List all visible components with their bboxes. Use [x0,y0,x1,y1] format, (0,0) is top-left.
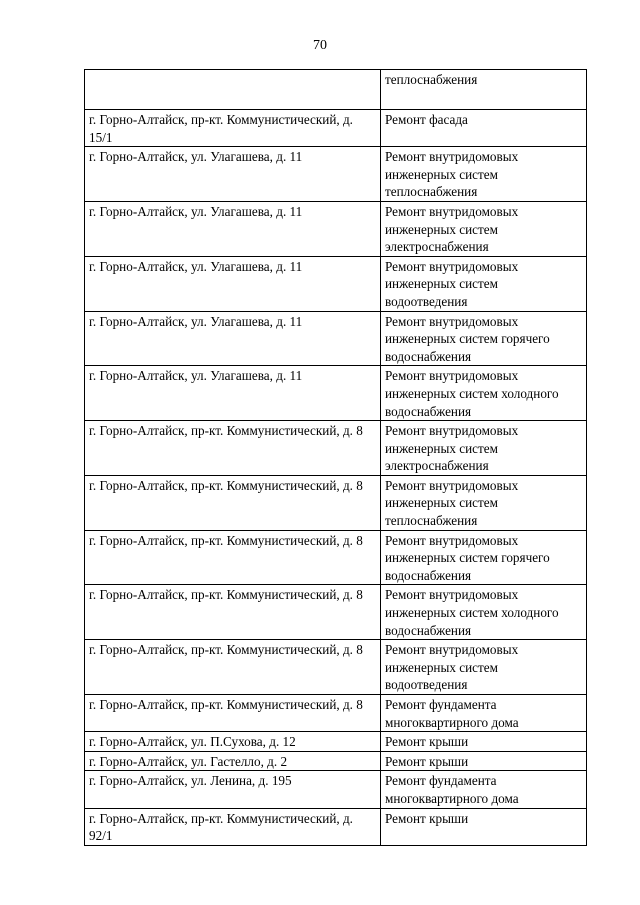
work-type-cell: Ремонт внутридомовых инженерных систем горячего водоснабжения [381,530,587,585]
table-row [85,771,587,808]
work-type-cell: Ремонт фундамента многоквартирного дома [381,695,587,732]
table-row [85,201,587,256]
address-cell: г. Горно-Алтайск, пр-кт. Коммунистический, д. 8 [85,585,381,640]
address-cell: г. Горно-Алтайск, ул. П.Сухова, д. 12 [85,732,381,752]
table-row [85,530,587,585]
address-cell: г. Горно-Алтайск, ул. Гастелло, д. 2 [85,751,381,771]
table-row [85,640,587,695]
work-type-cell: Ремонт внутридомовых инженерных систем теплоснабжения [381,147,587,202]
address-cell: г. Горно-Алтайск, пр-кт. Коммунистический, д. 15/1 [85,110,381,147]
page-number: 70 [313,38,327,53]
table-row [85,311,587,366]
address-cell: г. Горно-Алтайск, ул. Улагашева, д. 11 [85,366,381,421]
work-type-cell: Ремонт внутридомовых инженерных систем холодного водоснабжения [381,585,587,640]
work-type-cell: Ремонт крыши [381,751,587,771]
address-cell: г. Горно-Алтайск, пр-кт. Коммунистический, д. 8 [85,695,381,732]
work-type-cell: теплоснабжения [381,70,587,110]
work-type-cell: Ремонт внутридомовых инженерных систем холодного водоснабжения [381,366,587,421]
address-cell: г. Горно-Алтайск, ул. Улагашева, д. 11 [85,311,381,366]
address-cell: г. Горно-Алтайск, ул. Улагашева, д. 11 [85,147,381,202]
table-row [85,421,587,476]
works-table [84,69,587,846]
table-row [85,256,587,311]
table-row [85,585,587,640]
work-type-cell: Ремонт внутридомовых инженерных систем водоотведения [381,640,587,695]
work-type-cell: Ремонт внутридомовых инженерных систем теплоснабжения [381,475,587,530]
work-type-cell: Ремонт фундамента многоквартирного дома [381,771,587,808]
table-row [85,147,587,202]
work-type-cell: Ремонт крыши [381,732,587,752]
table-row [85,732,587,752]
work-type-cell: Ремонт внутридомовых инженерных систем водоотведения [381,256,587,311]
table-row [85,110,587,147]
address-cell: г. Горно-Алтайск, пр-кт. Коммунистический, д. 92/1 [85,808,381,845]
table-row [85,366,587,421]
work-type-cell: Ремонт крыши [381,808,587,845]
address-cell [85,70,381,110]
table-row [85,695,587,732]
address-cell: г. Горно-Алтайск, пр-кт. Коммунистический, д. 8 [85,640,381,695]
works-table-body [85,70,587,846]
work-type-cell: Ремонт фасада [381,110,587,147]
table-row [85,475,587,530]
work-type-cell: Ремонт внутридомовых инженерных систем горячего водоснабжения [381,311,587,366]
table-row [85,70,587,110]
table-row [85,751,587,771]
address-cell: г. Горно-Алтайск, пр-кт. Коммунистический, д. 8 [85,475,381,530]
work-type-cell: Ремонт внутридомовых инженерных систем электроснабжения [381,201,587,256]
work-type-cell: Ремонт внутридомовых инженерных систем электроснабжения [381,421,587,476]
table-row [85,808,587,845]
address-cell: г. Горно-Алтайск, ул. Улагашева, д. 11 [85,201,381,256]
address-cell: г. Горно-Алтайск, пр-кт. Коммунистический, д. 8 [85,421,381,476]
address-cell: г. Горно-Алтайск, ул. Ленина, д. 195 [85,771,381,808]
address-cell: г. Горно-Алтайск, ул. Улагашева, д. 11 [85,256,381,311]
address-cell: г. Горно-Алтайск, пр-кт. Коммунистический, д. 8 [85,530,381,585]
